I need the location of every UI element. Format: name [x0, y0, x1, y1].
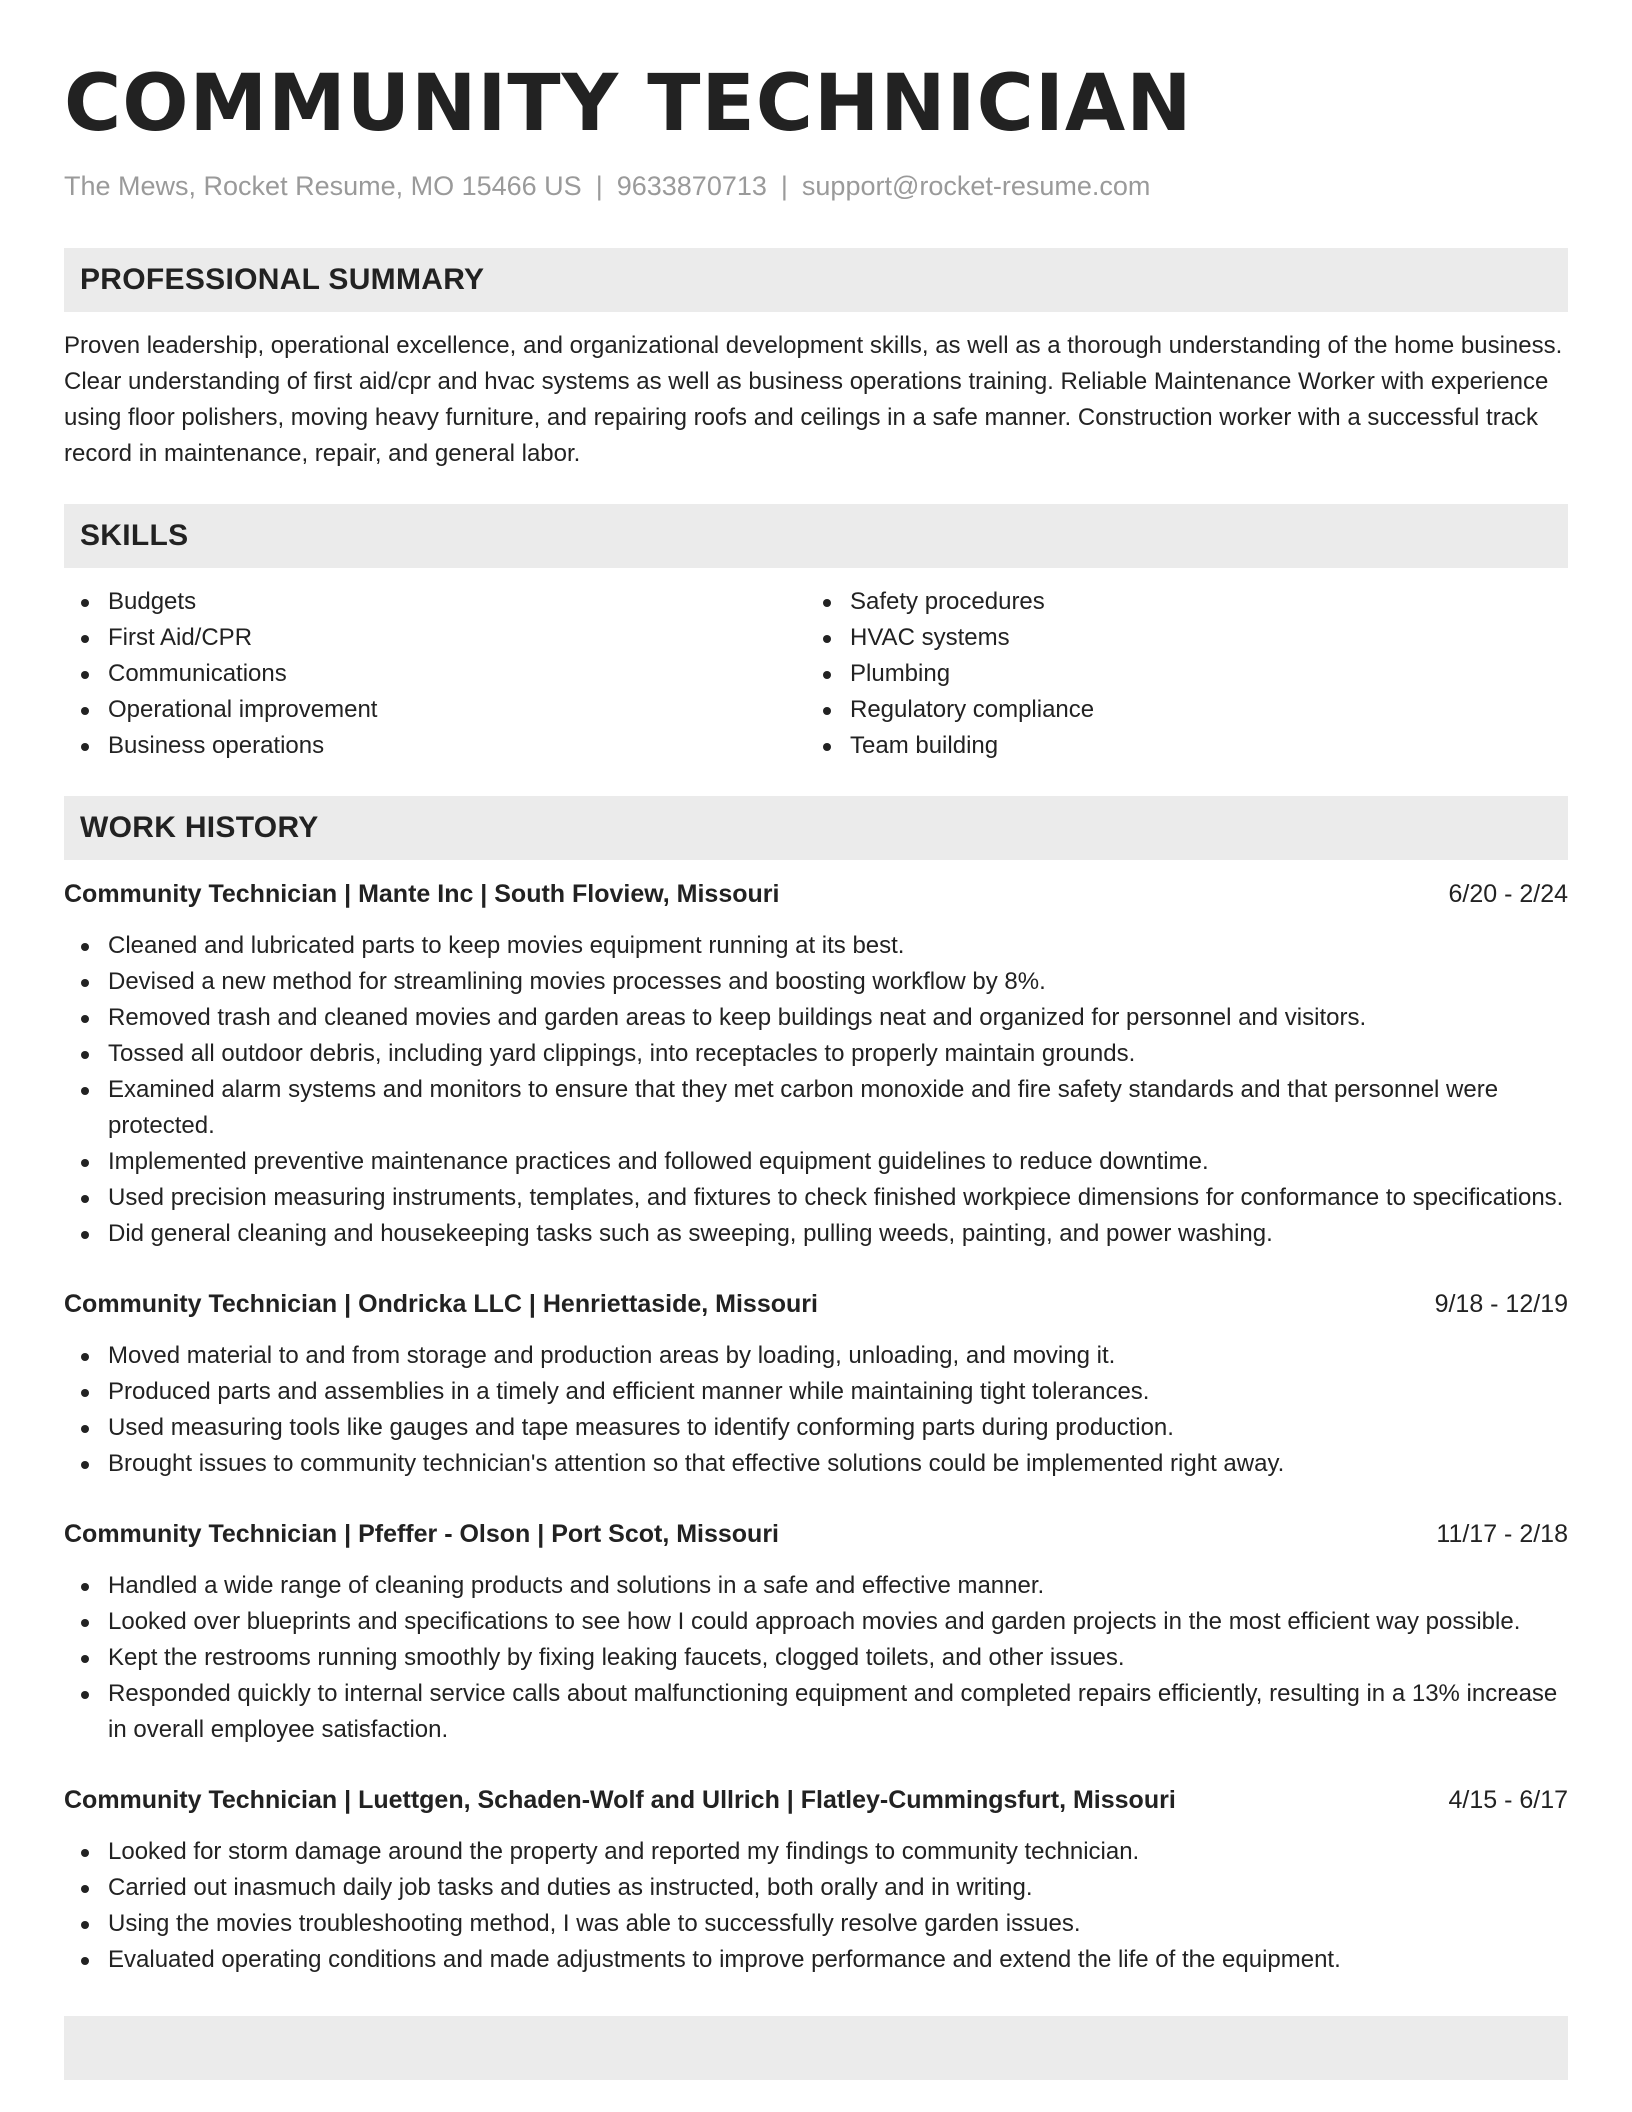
- contact-phone: 9633870713: [616, 171, 767, 201]
- contact-separator: |: [780, 171, 788, 201]
- job-dates: 6/20 - 2/24: [1448, 880, 1568, 908]
- job-header: [64, 1516, 1568, 1552]
- skill-item: First Aid/CPR: [64, 620, 806, 656]
- summary-text: Proven leadership, operational excellence, and organizational development skills, as well as a thorough understanding of the home business. Clear understanding of first aid/cpr and hvac systems as well as business operations training. Reliable Maintenance Worker with experience using floor polishers, moving heavy furniture, and repairing roofs and ceilings in a safe manner. Construction worker with a successful track record in maintenance, repair, and general labor.: [64, 332, 1563, 467]
- job-bullet: Kept the restrooms running smoothly by fixing leaking faucets, clogged toilets, and other issues.: [64, 1640, 1568, 1676]
- resume-page: [64, 0, 1568, 2080]
- job-title: Community Technician | Ondricka LLC | Henriettaside, Missouri: [64, 1290, 818, 1318]
- job-bullets: [64, 928, 1568, 1252]
- job-header: [64, 1782, 1568, 1818]
- skill-item: Business operations: [64, 728, 806, 764]
- job-bullet: Carried out inasmuch daily job tasks and duties as instructed, both orally and in writing.: [64, 1870, 1568, 1906]
- job-entry: [64, 1516, 1568, 1748]
- skill-item: Communications: [64, 656, 806, 692]
- job-bullet: Evaluated operating conditions and made adjustments to improve performance and extend the life of the equipment.: [64, 1942, 1568, 1978]
- job-dates: 4/15 - 6/17: [1448, 1786, 1568, 1814]
- job-bullet: Moved material to and from storage and production areas by loading, unloading, and moving it.: [64, 1338, 1568, 1374]
- contact-separator: |: [595, 171, 603, 201]
- job-bullet: Used measuring tools like gauges and tape measures to identify conforming parts during production.: [64, 1410, 1568, 1446]
- skills-column-left: [64, 584, 806, 764]
- job-bullet: Cleaned and lubricated parts to keep movies equipment running at its best.: [64, 928, 1568, 964]
- section-header-summary: PROFESSIONAL SUMMARY: [64, 248, 1568, 312]
- job-bullet: Examined alarm systems and monitors to ensure that they met carbon monoxide and fire safety standards and that personnel were protected.: [64, 1072, 1568, 1144]
- job-bullet: Handled a wide range of cleaning products and solutions in a safe and effective manner.: [64, 1568, 1568, 1604]
- skill-item: Team building: [806, 728, 1548, 764]
- job-entry: [64, 876, 1568, 1252]
- section-header-skills: SKILLS: [64, 504, 1568, 568]
- contact-email[interactable]: support@rocket-resume.com: [801, 171, 1151, 201]
- job-bullet: Looked over blueprints and specifications to see how I could approach movies and garden projects in the most efficient way possible.: [64, 1604, 1568, 1640]
- candidate-name: COMMUNITY TECHNICIAN: [64, 59, 1193, 149]
- job-dates: 9/18 - 12/19: [1434, 1290, 1568, 1318]
- job-dates: 11/17 - 2/18: [1436, 1520, 1568, 1548]
- job-bullet: Implemented preventive maintenance practices and followed equipment guidelines to reduce downtime.: [64, 1144, 1568, 1180]
- job-bullet: Produced parts and assemblies in a timely and efficient manner while maintaining tight tolerances.: [64, 1374, 1568, 1410]
- job-bullets: [64, 1568, 1568, 1748]
- job-bullets: [64, 1338, 1568, 1482]
- contact-address: The Mews, Rocket Resume, MO 15466 US: [64, 171, 582, 201]
- job-bullet: Devised a new method for streamlining movies processes and boosting workflow by 8%.: [64, 964, 1568, 1000]
- skill-item: Regulatory compliance: [806, 692, 1548, 728]
- job-title: Community Technician | Luettgen, Schaden-Wolf and Ullrich | Flatley-Cummingsfurt, Missouri: [64, 1786, 1176, 1814]
- job-header: [64, 1286, 1568, 1322]
- job-bullet: Tossed all outdoor debris, including yard clippings, into receptacles to properly maintain grounds.: [64, 1036, 1568, 1072]
- job-bullet: Responded quickly to internal service calls about malfunctioning equipment and completed repairs efficiently, resulting in a 13% increase in overall employee satisfaction.: [64, 1676, 1568, 1748]
- skill-item: Operational improvement: [64, 692, 806, 728]
- job-bullets: [64, 1834, 1568, 1978]
- job-title: Community Technician | Mante Inc | South Floview, Missouri: [64, 880, 780, 908]
- job-bullet: Removed trash and cleaned movies and garden areas to keep buildings neat and organized for personnel and visitors.: [64, 1000, 1568, 1036]
- section-header-work-history: WORK HISTORY: [64, 796, 1568, 860]
- skills-column-right: [806, 584, 1548, 764]
- job-bullet: Brought issues to community technician's attention so that effective solutions could be implemented right away.: [64, 1446, 1568, 1482]
- contact-line: [64, 166, 1568, 206]
- job-bullet: Looked for storm damage around the property and reported my findings to community technician.: [64, 1834, 1568, 1870]
- section-header-next: [64, 2016, 1568, 2080]
- skills-list: [64, 584, 1568, 764]
- skill-item: Budgets: [64, 584, 806, 620]
- job-bullet: Used precision measuring instruments, templates, and fixtures to check finished workpiece dimensions for conformance to specifications.: [64, 1180, 1568, 1216]
- job-title: Community Technician | Pfeffer - Olson | Port Scot, Missouri: [64, 1520, 780, 1548]
- job-bullet: Using the movies troubleshooting method, I was able to successfully resolve garden issues.: [64, 1906, 1568, 1942]
- job-entry: [64, 1782, 1568, 1978]
- skill-item: Safety procedures: [806, 584, 1548, 620]
- job-entry: [64, 1286, 1568, 1482]
- skill-item: HVAC systems: [806, 620, 1548, 656]
- job-header: [64, 876, 1568, 912]
- skill-item: Plumbing: [806, 656, 1548, 692]
- job-bullet: Did general cleaning and housekeeping tasks such as sweeping, pulling weeds, painting, and power washing.: [64, 1216, 1568, 1252]
